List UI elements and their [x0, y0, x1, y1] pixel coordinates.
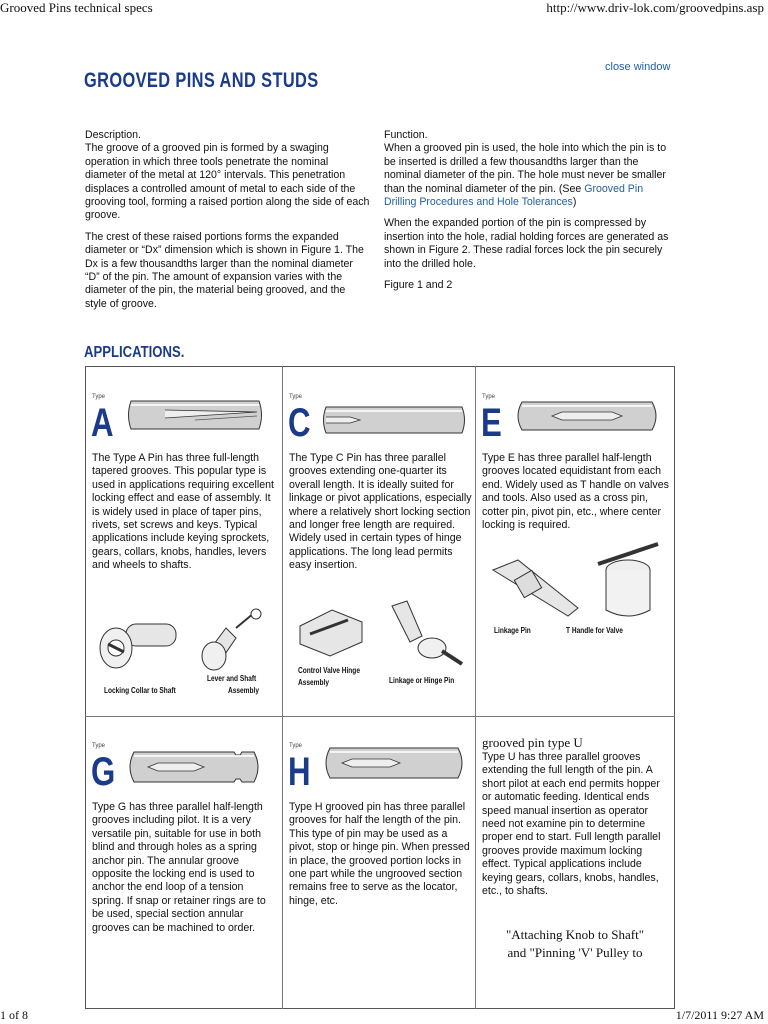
type-h-description: Type H grooved pin has three parallel grooves for half the length of the pin. This type of pin may be used as a pivot, stop or hinge pin. When pressed in place, the grooved portion locks in one part while the ungrooved section remains free to serve as the locator, hinge, etc. — [289, 801, 470, 907]
caption-t-handle: T Handle for Valve — [566, 626, 623, 635]
grid-divider — [475, 716, 476, 1009]
function-p1-end: ) — [572, 196, 577, 209]
caption-linkage-hinge: Linkage or Hinge Pin — [389, 676, 455, 685]
type-letter-c: C — [288, 401, 311, 445]
grid-divider — [282, 366, 283, 716]
type-letter-h: H — [288, 750, 311, 794]
type-label: Type — [482, 394, 496, 400]
type-u-quote-line-2: and "Pinning 'V' Pulley to — [507, 945, 643, 960]
drilling-procedures-link[interactable]: Grooved Pin Drilling Procedures and Hole Tolerances — [384, 182, 644, 209]
type-u-heading: grooved pin type U — [482, 735, 583, 750]
function-paragraph-2: When the expanded portion of the pin is compressed by insertion into the hole, radial holding forces are generated as shown in Figure 2. These radial forces lock the pin securely into the drilled hole. — [384, 217, 669, 270]
caption-lever-shaft-1: Lever and Shaft — [207, 674, 257, 683]
page-title: Grooved Pins technical specs — [0, 0, 153, 15]
description-paragraph-1: The groove of a grooved pin is formed by a swaging operation in which three tools penetrate the nominal diameter of the metal at 120° intervals. This penetration displaces a controlled amount of metal to each side of the grooving tool, forming a raised portion along the side of each groove. — [85, 142, 370, 222]
caption-control-valve-1: Control Valve Hinge — [298, 666, 360, 675]
type-label: Type — [289, 394, 303, 400]
type-letter-e: E — [481, 401, 502, 445]
print-datetime: 1/7/2011 9:27 AM — [675, 1008, 764, 1022]
type-e-application-image — [488, 540, 668, 622]
description-heading: Description. — [85, 129, 141, 141]
grid-divider — [85, 716, 675, 717]
type-label: Type — [92, 743, 106, 749]
type-e-pin-image — [512, 398, 662, 434]
type-letter-g: G — [91, 750, 116, 794]
function-paragraph-1 — [384, 142, 674, 209]
grid-divider — [475, 366, 476, 716]
function-heading: Function. — [384, 129, 428, 141]
type-g-pin-image — [124, 748, 264, 786]
grid-divider — [282, 716, 283, 1009]
type-u-description: Type U has three parallel grooves extending the full length of the pin. A short pilot at each end permits hopper or automatic feeding. Identical ends speed manual insertion as operator need not examine pin to determine proper end to start. Full length parallel grooves provide maximum locking effect. Typical applications include keying gears, collars, knobs, handles, etc., to shafts. — [482, 751, 661, 898]
type-e-description: Type E has three parallel half-length grooves located equidistant from each end. Widely used as T handle on valves and tools. Also used as a cross pin, cotter pin, pivot pin, etc., where center locking is required. — [482, 452, 669, 532]
page-url: http://www.driv-lok.com/groovedpins.asp — [546, 0, 764, 15]
figure-reference: Figure 1 and 2 — [384, 279, 453, 292]
function-section — [384, 129, 674, 300]
type-h-pin-image — [320, 744, 468, 782]
applications-heading: APPLICATIONS. — [84, 344, 185, 361]
type-u-quote-line-1: "Attaching Knob to Shaft" — [505, 927, 645, 942]
type-a-description: The Type A Pin has three full-length tapered grooves. This popular type is used in applications requiring excellent locking effect and ease of assembly. It is widely used in place of taper pins, rivets, set screws and keys. Typical applications include keying sprockets, gears, collars, knobs, handles, levers and wheels to shafts. — [92, 452, 274, 572]
type-label: Type — [92, 394, 106, 400]
caption-control-valve-2: Assembly — [298, 678, 329, 687]
close-window-link[interactable]: close window — [605, 61, 671, 73]
main-title: GROOVED PINS AND STUDS — [84, 69, 319, 92]
type-c-description: The Type C Pin has three parallel grooves extending one-quarter its overall length. It is ideally suited for linkage or pivot applications, especially where a relatively short locking section and longer free length are required. Widely used in certain types of hinge applications. The long lead permits easy insertion. — [289, 452, 472, 572]
type-label: Type — [289, 743, 303, 749]
type-a-pin-image — [125, 397, 265, 433]
type-letter-a: A — [91, 401, 114, 445]
type-c-pin-image — [320, 403, 468, 437]
caption-lever-shaft-2: Assembly — [228, 686, 259, 695]
type-u-quote — [480, 926, 670, 962]
caption-locking-collar: Locking Collar to Shaft — [104, 686, 176, 695]
description-section — [85, 129, 370, 319]
description-paragraph-2: The crest of these raised portions forms the expanded diameter or “Dx” dimension which is shown in Figure 1. The Dx is a few thousandths larger than the nominal diameter “D” of the pin. The amount of expansion varies with the diameter of the pin, the material being grooved, and the style of groove. — [85, 230, 364, 310]
type-c-application-image — [292, 596, 472, 666]
type-g-description: Type G has three parallel half-length grooves including pilot. It is a very versatile pin, suitable for use in both blind and through holes as a spring anchor pin. The annular groove opposite the locking end is used to anchor the end loop of a tension spring. If snap or retainer rings are to be used, special section annular grooves can be machined to order. — [92, 801, 266, 934]
page-count: 1 of 8 — [0, 1008, 28, 1022]
caption-linkage-pin: Linkage Pin — [494, 626, 531, 635]
function-p1-text: When a grooved pin is used, the hole into which the pin is to be inserted is drilled a few thousandths larger than the nominal diameter of the pin. The hole must never be smaller than the nominal diameter of the pin. (See — [384, 142, 667, 195]
